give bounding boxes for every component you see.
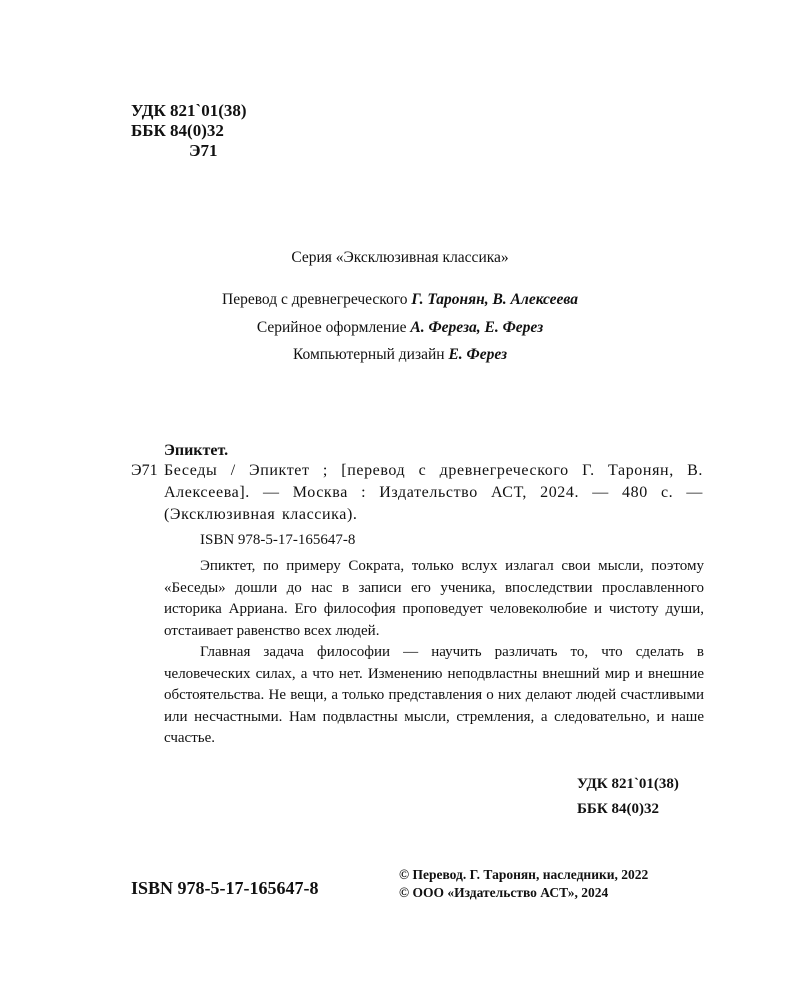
catalog-entry-description: Беседы / Эпиктет ; [перевод с древнегреческого Г. Таронян, В. Алексеева]. — Москва : Издательство АСТ, 2024. — 480 с. — (Эксклюзивная классика). [164,462,703,523]
design-label: Серийное оформление [256,319,407,336]
catalog-entry [131,460,703,526]
translation-credit [0,291,800,309]
bbk-code: ББК 84(0)32 [131,121,224,140]
udk-code: УДК 821`01(38) [131,101,247,120]
copyright-block [399,866,648,902]
udk-code-bottom: УДК 821`01(38) [577,776,679,792]
computer-design-names: Е. Ферез [448,346,508,363]
computer-design-credit [0,346,800,364]
translation-label: Перевод с древнегреческого [222,291,408,308]
annotation [164,556,704,750]
design-names: А. Фереза, Е. Ферез [410,319,544,336]
copyright-publisher: © ООО «Издательство АСТ», 2024 [399,885,609,900]
catalog-author-heading: Эпиктет. [164,442,229,459]
annotation-paragraph: Главная задача философии — научить различать то, что сделать в человеческих силах, а что нет. Изменению неподвластны внешний мир и внешние обстоятельства. Не вещи, а только представления о них делают людей счастливыми или несчастными. Нам подвластны мысли, стремления, а следовательно, и наше счастье. [164,644,704,746]
top-classification-codes [131,101,247,161]
bottom-classification-codes [577,772,679,822]
annotation-paragraph: Эпиктет, по примеру Сократа, только вслух излагал свои мысли, поэтому «Беседы» дошли до нас в записи его ученика, впоследствии прославленного историка Арриана. Его философия проповедует человеколюбие и чистоту души, отстаивает равенство всех людей. [164,558,704,639]
translation-names: Г. Таронян, В. Алексеева [411,291,578,308]
bbk-code-bottom: ББК 84(0)32 [577,801,659,817]
copyright-translation: © Перевод. Г. Таронян, наследники, 2022 [399,867,649,882]
catalog-isbn: ISBN 978-5-17-165647-8 [200,532,356,548]
design-credit [0,319,800,337]
computer-design-label: Компьютерный дизайн [292,346,445,363]
catalog-entry-code: Э71 [131,462,158,479]
footer-isbn: ISBN 978-5-17-165647-8 [131,878,319,898]
author-sign: Э71 [189,141,218,160]
series-line: Серия «Эксклюзивная классика» [291,249,509,266]
